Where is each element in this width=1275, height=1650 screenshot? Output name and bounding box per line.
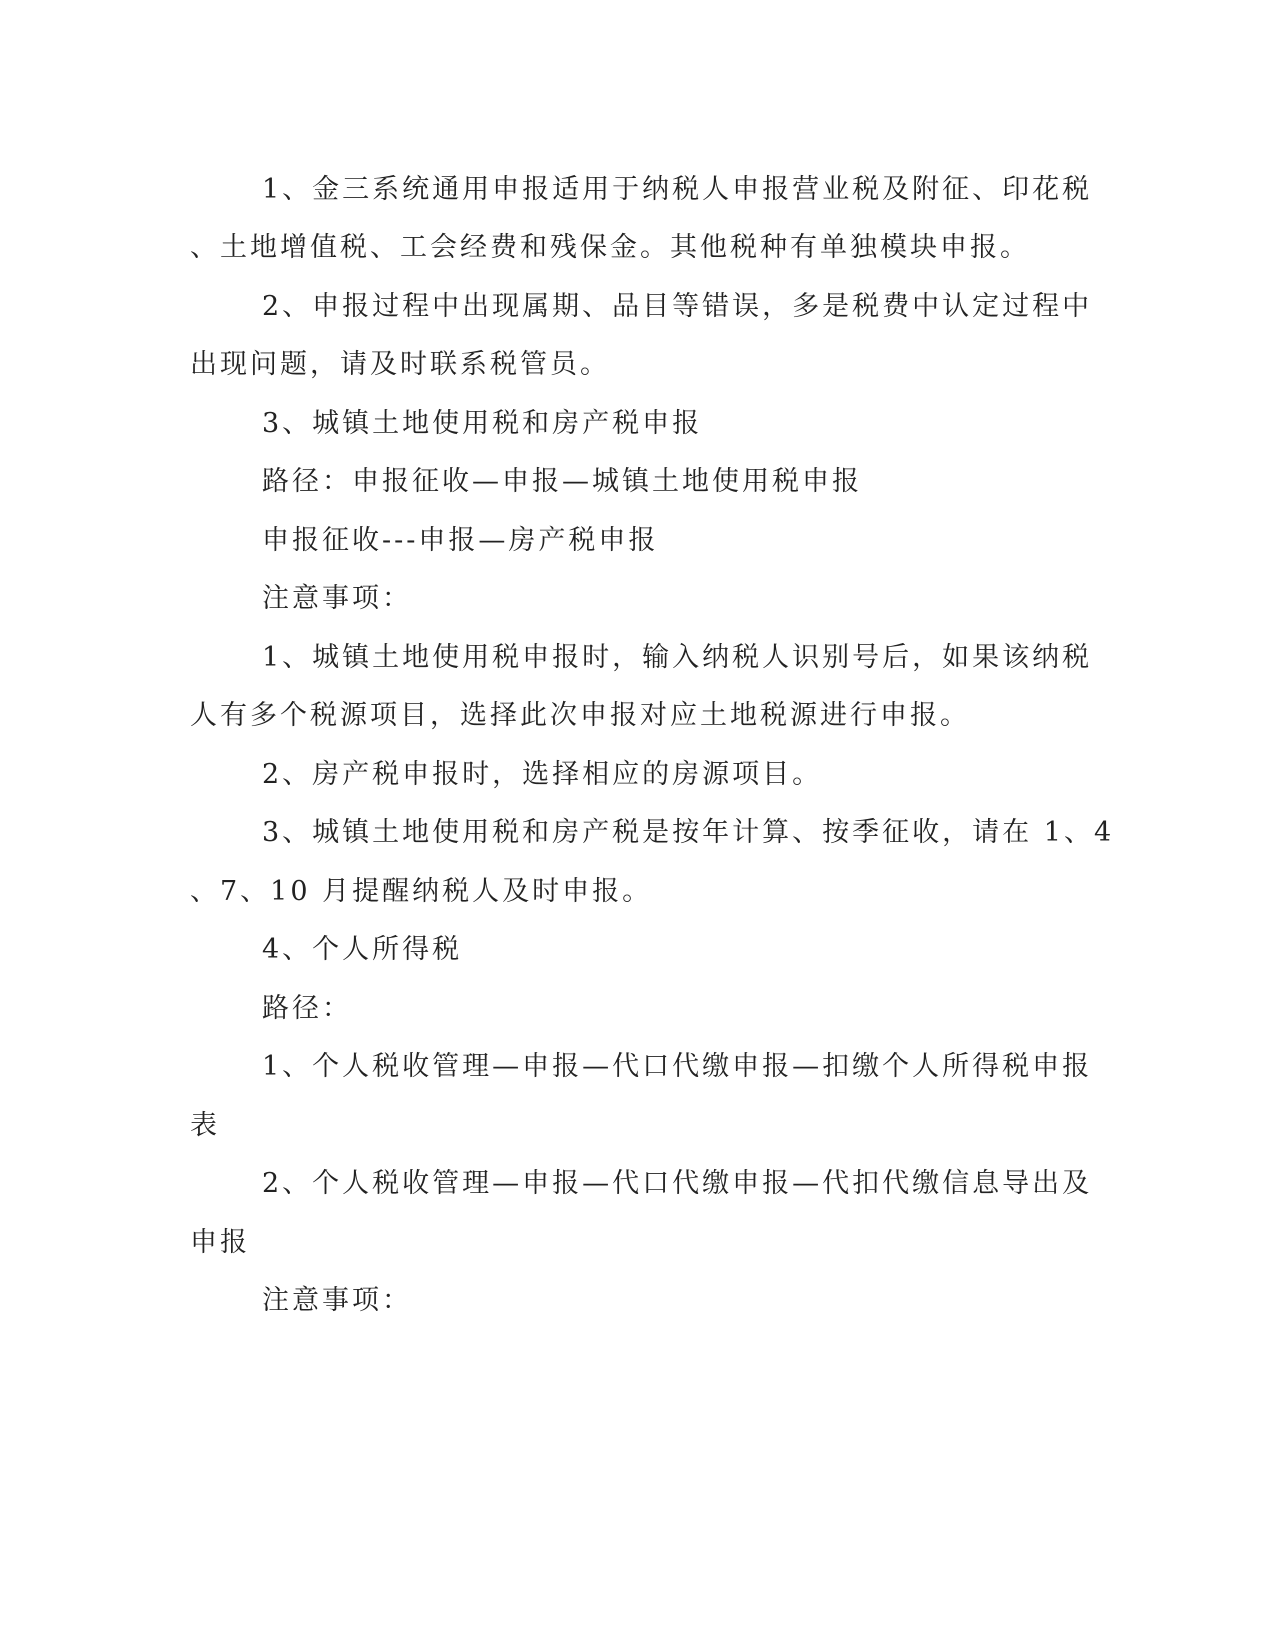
- paragraph-line: 人有多个税源项目，选择此次申报对应土地税源进行申报。: [190, 700, 970, 731]
- path-line: 申报征收---申报—房产税申报: [262, 525, 659, 556]
- paragraph-line: 1、城镇土地使用税申报时，输入纳税人识别号后，如果该纳税: [262, 642, 1093, 673]
- section-heading: 4、个人所得税: [262, 934, 463, 965]
- notes-heading: 注意事项：: [262, 583, 412, 614]
- path-line: 申报: [190, 1227, 250, 1258]
- path-label: 路径：: [262, 993, 352, 1024]
- path-line: 1、个人税收管理—申报—代口代缴申报—扣缴个人所得税申报: [262, 1051, 1093, 1082]
- path-line: 表: [190, 1110, 220, 1141]
- path-line: 2、个人税收管理—申报—代口代缴申报—代扣代缴信息导出及: [262, 1168, 1093, 1199]
- path-line: 路径：申报征收—申报—城镇土地使用税申报: [262, 466, 862, 497]
- section-heading: 3、城镇土地使用税和房产税申报: [262, 408, 703, 439]
- paragraph-line: 1、金三系统通用申报适用于纳税人申报营业税及附征、印花税: [262, 174, 1093, 205]
- paragraph-line: 、7、10 月提醒纳税人及时申报。: [190, 876, 653, 907]
- paragraph-line: 2、房产税申报时，选择相应的房源项目。: [262, 759, 823, 790]
- paragraph-line: 、土地增值税、工会经费和残保金。其他税种有单独模块申报。: [190, 232, 1030, 263]
- paragraph-line: 出现问题，请及时联系税管员。: [190, 349, 610, 380]
- notes-heading: 注意事项：: [262, 1285, 412, 1316]
- paragraph-line: 3、城镇土地使用税和房产税是按年计算、按季征收，请在 1、4: [262, 817, 1115, 848]
- paragraph-line: 2、申报过程中出现属期、品目等错误，多是税费中认定过程中: [262, 291, 1093, 322]
